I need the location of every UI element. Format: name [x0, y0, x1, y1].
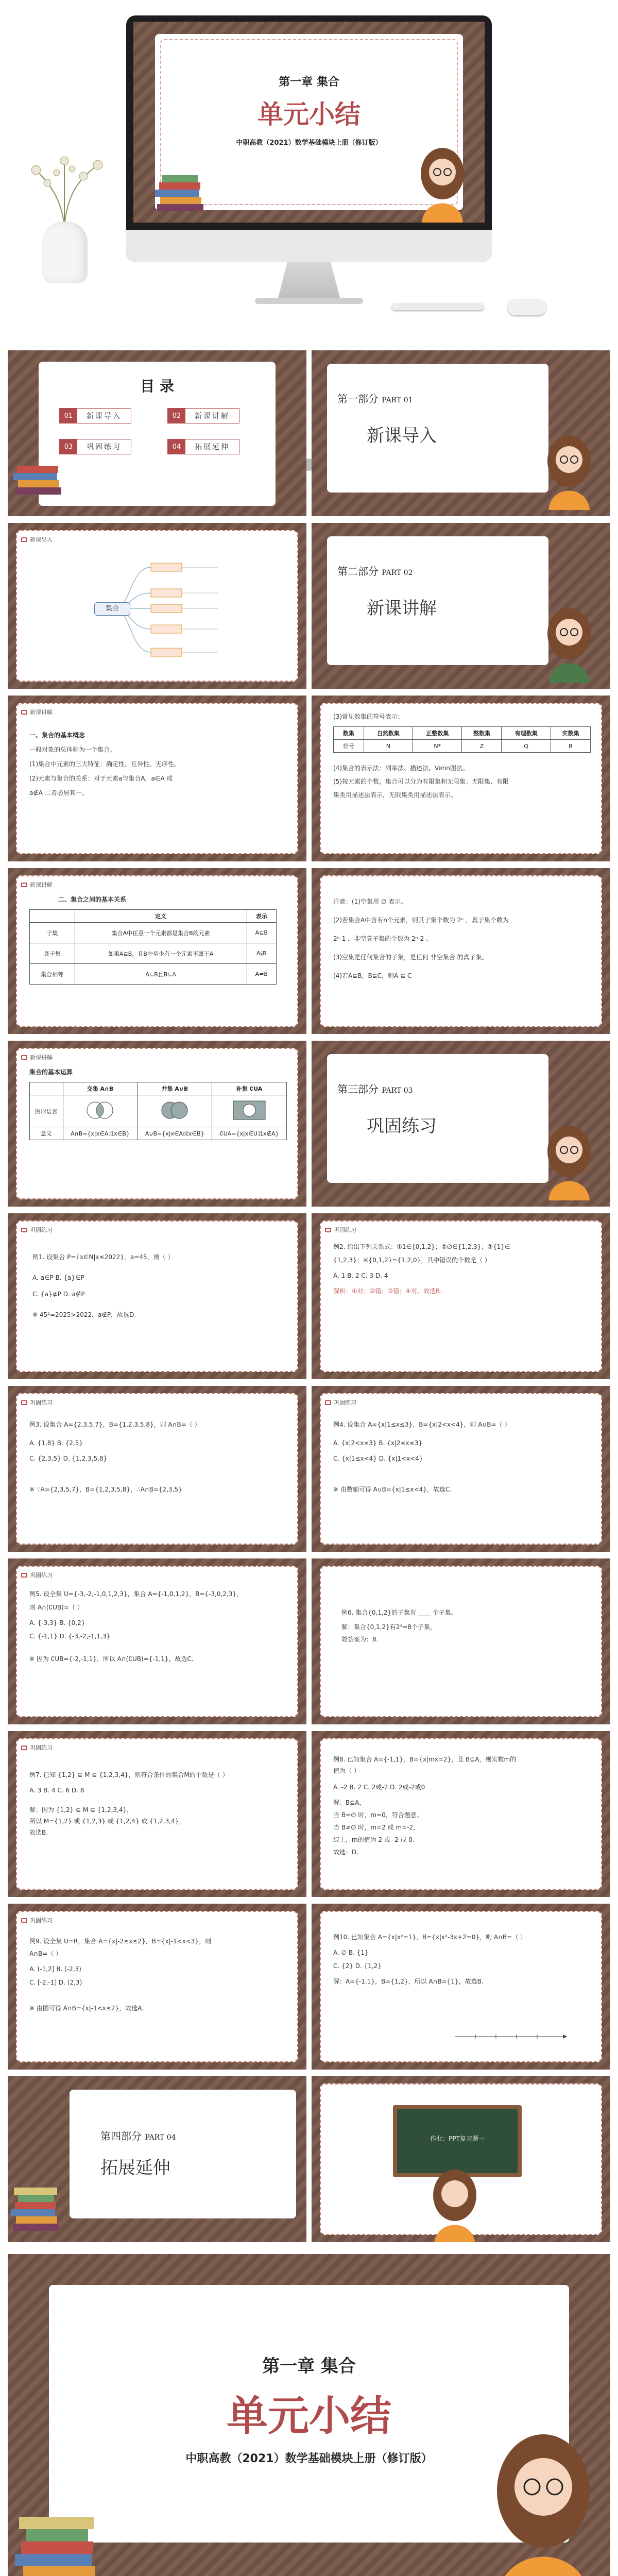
girl-illustration — [538, 605, 600, 683]
books-icon — [10, 438, 66, 500]
ex9-card — [16, 1911, 298, 2062]
slide-lecture1 — [8, 696, 306, 861]
part2-part-en: PART 02 — [382, 569, 413, 577]
lecture2-line-1: (3)常见数集的符号表示： — [333, 713, 404, 720]
ex7-line-2: A. 3 B. 4 C. 6 D. 8 — [29, 1787, 84, 1794]
table-cell: A∩B={x|x∈A且x∈B} — [63, 1127, 138, 1140]
toc-item-1[interactable] — [59, 408, 131, 423]
blackboard-text: 作业：PPT复习题一 — [430, 2135, 485, 2142]
lecture1-line-4: a∉A 二者必居其一。 — [29, 789, 88, 796]
part1-title: 新课导入 — [367, 426, 437, 446]
slide-toc — [8, 350, 306, 516]
ex5-line-4: C. {-1,1} D. {-3,-2,-1,1,3} — [29, 1633, 111, 1640]
tag-icon — [21, 710, 27, 715]
table-cell: A∪B={x|x∈A或x∈B} — [138, 1127, 212, 1140]
toc-item-2[interactable] — [167, 408, 239, 423]
ex2-line-4: 解析：①对；②错；③错；④对。故选B. — [333, 1287, 442, 1295]
ex5-tag-label: 巩固练习 — [30, 1572, 53, 1579]
toc-item-2-label: 新课讲解 — [195, 412, 230, 420]
table-cell — [30, 910, 75, 923]
ex7-line-5: 故选B. — [29, 1829, 48, 1836]
ex9-line-5: ※ 由图可得 A∩B={x|-1<x≤2}，故选A. — [29, 2005, 144, 2012]
plant-decoration — [21, 155, 108, 227]
table-cell: A⊆B且B⊆A — [75, 964, 247, 985]
part2-part: 第二部分 — [337, 565, 379, 578]
table-cell: Z — [462, 740, 502, 753]
table-cell: 补集 ∁UA — [212, 1082, 287, 1095]
lecture4-line-2: (2)若集合A中含有n个元素，则其子集个数为 2ⁿ ，真子集个数为 — [333, 917, 509, 924]
hero-subtitle: 中职高教（2021）数学基础模块上册（修订版） — [236, 139, 382, 147]
table-cell: 意义 — [30, 1127, 63, 1140]
ex8-line-8: 故选：D. — [333, 1849, 359, 1856]
ex10-line-4: 解：A={-1,1}，B={1,2}，所以 A∩B={1}，故选B. — [333, 1978, 484, 1985]
ex1-line-1: 例1. 设集合 P={x∈N|x≤2022}，a=45，则（ ） — [32, 1253, 174, 1261]
ex2-line-2: {1,2,3}；④{0,1,2}={1,2,0}，其中错误的个数是（ ） — [333, 1257, 491, 1264]
ex3-tag — [21, 1398, 53, 1406]
ex7-line-4: 所以 M={1,2} 或 {1,2,3} 或 {1,2,4} 或 {1,2,3,4}， — [29, 1818, 185, 1825]
tag-icon — [21, 1228, 27, 1232]
girl-illustration — [538, 1123, 600, 1200]
ex4-line-1: 例4. 设集合 A={x|1≤x≤3}，B={x|2<x<4}，则 A∪B=（ ） — [333, 1421, 511, 1428]
ex7-line-1: 例7. 已知 {1,2} ⊆ M ⊆ {1,2,3,4}，则符合条件的集合M的个数是（ ） — [29, 1771, 229, 1778]
mindmap-tag-label: 新课导入 — [30, 536, 53, 543]
table-cell: 如果A⊆B，且B中至少有一个元素不属于A — [75, 943, 247, 964]
ex6-line-2: 解：集合{0,1,2}有2³=8个子集， — [341, 1623, 436, 1631]
part1-part: 第一部分 — [337, 393, 379, 405]
ex1-tag-label: 巩固练习 — [30, 1227, 53, 1233]
ex3-line-4: ※ ∵A={2,3,5,7}，B={1,2,3,5,8}，∴A∩B={2,3,5} — [29, 1486, 182, 1493]
lecture1-tag-label: 新课讲解 — [30, 709, 53, 716]
operation-table — [29, 1082, 287, 1140]
ex7-line-3: 解：因为 {1,2} ⊆ M ⊆ {1,2,3,4}， — [29, 1806, 133, 1814]
books-icon — [152, 155, 209, 216]
ex4-line-2: A. {x|2<x≤3} B. {x|2≤x≤3} — [333, 1439, 423, 1447]
table-cell — [30, 1082, 63, 1095]
part2-title: 新课讲解 — [367, 598, 437, 619]
slide-ex5 — [8, 1558, 306, 1724]
mindmap-card — [16, 530, 298, 682]
girl-illustration — [538, 433, 600, 510]
ex9-line-4: C. [-2,-1] D. (2,3) — [29, 1979, 82, 1986]
venn-complement-icon — [212, 1095, 287, 1127]
lecture3-heading: 二、集合之间的基本关系 — [58, 896, 127, 903]
table-cell: N* — [413, 740, 462, 753]
girl-illustration — [411, 145, 473, 223]
ex5-line-3: A. {-3,3} B. {0,2} — [29, 1619, 85, 1626]
slide-ex1 — [8, 1213, 306, 1379]
table-cell: 集合相等 — [30, 964, 75, 985]
slide-part2 — [312, 523, 610, 689]
footer-subtitle: 中职高教（2021）数学基础模块上册（修订版） — [185, 2452, 433, 2465]
slide-ex2 — [312, 1213, 610, 1379]
number-line-diagram — [455, 2027, 568, 2043]
lecture3-tag — [21, 880, 53, 889]
part3-part: 第三部分 — [337, 1083, 379, 1095]
venn-intersection-icon — [63, 1095, 138, 1127]
monitor-chin — [126, 230, 492, 262]
keyboard-decoration — [391, 303, 484, 310]
table-cell: 定义 — [75, 910, 247, 923]
ex9-line-3: A. (-1,2] B. [-2,3) — [29, 1965, 81, 1973]
slide-lecture4 — [312, 868, 610, 1034]
ex9-line-1: 例9. 设全集 U=R，集合 A={x|-2≤x≤2}，B={x|-1<x<3}，则 — [29, 1938, 212, 1945]
ex7-tag — [21, 1743, 53, 1752]
footer-slide — [8, 2254, 610, 2576]
ex10-line-2: A. ∅ B. {1} — [333, 1949, 369, 1956]
ex8-line-5: 当 B=∅ 时，m=0，符合题意。 — [333, 1811, 423, 1819]
ex8-line-6: 当 B≠∅ 时，m=2 或 m=-2， — [333, 1824, 420, 1831]
ex10-card — [320, 1911, 602, 2062]
homework-card — [320, 2083, 602, 2235]
ex2-line-3: A. 1 B. 2 C. 3 D. 4 — [333, 1272, 388, 1279]
mindmap-center: 集合 — [94, 602, 130, 616]
slide-ex10 — [312, 1904, 610, 2070]
tag-icon — [21, 537, 27, 542]
lecture1-card — [16, 703, 298, 854]
ex5-line-2: 则 A∩(∁UB)=（ ） — [29, 1604, 83, 1611]
ex1-line-4: ※ 45²=2025>2022，a∉P，故选D. — [32, 1311, 136, 1318]
part4-label — [100, 2128, 176, 2143]
mouse-decoration — [507, 299, 546, 315]
table-cell: 数集 — [334, 727, 364, 740]
table-cell: 自然数集 — [364, 727, 413, 740]
toc-item-4[interactable] — [167, 439, 239, 454]
monitor-screen — [133, 22, 485, 223]
relation-table-row — [30, 943, 277, 964]
ex2-card — [320, 1221, 602, 1372]
lecture1-line-2: (1)集合中元素的三大特征：确定性、互异性、无序性。 — [29, 760, 181, 768]
slide-part1 — [312, 350, 610, 516]
table-cell: A=B — [247, 964, 276, 985]
ex8-line-1: 例8. 已知集合 A={-1,1}，B={x|mx=2}，且 B⊆A，则实数m的 — [333, 1756, 517, 1763]
tag-icon — [21, 1400, 27, 1405]
part1-part-en: PART 01 — [382, 396, 413, 404]
slide-part3 — [312, 1041, 610, 1207]
ex1-line-3: C. {a}⊄P D. a∉P — [32, 1291, 85, 1298]
ex5-line-1: 例5. 设全集 U={-3,-2,-1,0,1,2,3}，集合 A={-1,0,1,2}，B={-3,0,2,3}， — [29, 1590, 243, 1598]
tag-icon — [325, 1400, 331, 1405]
lecture2-line-3: (5)按元素的个数，集合可以分为有限集和无限集；无限集、有限 — [333, 778, 509, 785]
slide-lecture5 — [8, 1041, 306, 1207]
part3-label — [337, 1081, 413, 1096]
toc-item-4-label: 拓展延伸 — [195, 443, 230, 451]
hero-title: 单元小结 — [258, 99, 360, 129]
table-cell: 实数集 — [551, 727, 590, 740]
lecture5-tag-label: 新课讲解 — [30, 1054, 53, 1061]
vase-decoration — [42, 222, 88, 283]
ex2-line-1: 例2. 给出下列关系式：①1∈{0,1,2}；②∅∈{1,2,3}；③{1}∈ — [333, 1243, 510, 1250]
table-cell: 子集 — [30, 923, 75, 943]
ex4-card — [320, 1393, 602, 1545]
table-cell: 有理数集 — [502, 727, 551, 740]
slide-ex8 — [312, 1731, 610, 1897]
table-cell: R — [551, 740, 590, 753]
part2-label — [337, 563, 413, 578]
girl-illustration — [424, 2167, 486, 2242]
numberset-table — [333, 726, 591, 753]
ex1-card — [16, 1221, 298, 1372]
operation-table-row — [30, 1127, 287, 1140]
slide-ex4 — [312, 1386, 610, 1552]
toc-item-3-label: 巩固练习 — [87, 443, 122, 451]
ex8-line-2: 值为（ ） — [333, 1767, 360, 1774]
relation-table-head — [30, 910, 277, 923]
slide-ex3 — [8, 1386, 306, 1552]
lecture5-heading: 集合的基本运算 — [29, 1069, 73, 1076]
toc-item-4-num: 04 — [168, 439, 185, 454]
ex1-line-2: A. a∈P B. {a}∈P — [32, 1274, 84, 1281]
part4-part: 第四部分 — [100, 2130, 142, 2142]
part4-title: 拓展延伸 — [100, 2158, 170, 2178]
table-cell: Q — [502, 740, 551, 753]
numberset-table-head — [334, 727, 591, 740]
lecture4-line-3: 2ⁿ-1 ，非空真子集的个数为 2ⁿ-2 。 — [333, 935, 433, 942]
ex6-line-1: 例6. 集合{0,1,2}的子集有 ____ 个子集。 — [341, 1609, 457, 1616]
table-cell: 集合A中任意一个元素都是集合B的元素 — [75, 923, 247, 943]
monitor-stand-base — [255, 298, 363, 304]
monitor-stand — [278, 262, 340, 298]
ex7-tag-label: 巩固练习 — [30, 1744, 53, 1751]
slide-part4 — [8, 2076, 306, 2242]
toc-item-3-num: 03 — [60, 439, 77, 454]
ex10-line-3: C. {2} D. {1,2} — [333, 1962, 382, 1970]
table-cell: A⫋B — [247, 943, 276, 964]
ex10-line-1: 例10. 已知集合 A={x|x²=1}，B={x|x²-3x+2=0}，则 A∩B=（ ） — [333, 1934, 526, 1941]
venn-union-icon — [138, 1095, 212, 1127]
table-cell: 符号 — [334, 740, 364, 753]
tag-icon — [325, 1228, 331, 1232]
toc-item-3[interactable] — [59, 439, 131, 454]
table-cell: 并集 A∪B — [138, 1082, 212, 1095]
lecture2-line-2: (4)集合的表示法：列举法、描述法、Venn图法。 — [333, 765, 469, 772]
lecture4-line-5: (4)若A⊆B，B⊆C，则A ⊆ C — [333, 972, 412, 979]
relation-table-row — [30, 964, 277, 985]
ex9-tag-label: 巩固练习 — [30, 1917, 53, 1924]
slide-ex6 — [312, 1558, 610, 1724]
ex6-card — [320, 1566, 602, 1717]
lecture2-card — [320, 703, 602, 854]
table-cell: ∁UA={x|x∈U且x∉A} — [212, 1127, 287, 1140]
ex8-line-4: 解：B⊆A， — [333, 1799, 366, 1806]
ex5-card — [16, 1566, 298, 1717]
ex8-line-7: 综上，m的值为 2 或 -2 或 0. — [333, 1836, 415, 1843]
lecture3-tag-label: 新课讲解 — [30, 882, 53, 888]
footer-chapter: 第一章 集合 — [262, 2356, 356, 2377]
hero-section — [0, 0, 618, 340]
part4-part-en: PART 04 — [145, 2133, 176, 2142]
ex3-line-2: A. {1,8} B. {2,5} — [29, 1439, 83, 1447]
lecture4-card — [320, 875, 602, 1027]
ex4-line-3: C. {x|1≤x<4} D. {x|1<x<4} — [333, 1455, 423, 1462]
table-cell: 真子集 — [30, 943, 75, 964]
operation-table-row — [30, 1095, 287, 1127]
ex6-line-3: 故答案为：8. — [341, 1636, 379, 1643]
ex8-line-3: A. -2 B. 2 C. 2或-2 D. 2或-2或0 — [333, 1784, 425, 1791]
ex3-line-1: 例3. 设集合 A={2,3,5,7}，B={1,2,3,5,8}，则 A∩B=（ ） — [29, 1421, 201, 1428]
lecture1-line-3: (2)元素与集合的关系：对于元素a与集合A，a∈A 或 — [29, 775, 173, 782]
tag-icon — [21, 1745, 27, 1750]
lecture4-line-4: (3)空集是任何集合的子集，是任何 非空集合 的真子集。 — [333, 954, 488, 961]
part3-part-en: PART 03 — [382, 1087, 413, 1095]
lecture5-card — [16, 1048, 298, 1199]
toc-item-2-num: 02 — [168, 409, 185, 423]
ex3-card — [16, 1393, 298, 1545]
toc-title: 目 录 — [140, 378, 174, 395]
hero-chapter: 第一章 集合 — [279, 75, 339, 89]
ex4-tag — [325, 1398, 356, 1406]
slide-mindmap — [8, 523, 306, 689]
tag-icon — [21, 1055, 27, 1060]
books-icon — [8, 2174, 64, 2236]
tag-icon — [21, 1918, 27, 1923]
slide-lecture2 — [312, 696, 610, 861]
ex2-tag-label: 巩固练习 — [334, 1227, 356, 1233]
ex3-line-3: C. {2,3,5} D. {1,2,3,5,8} — [29, 1455, 108, 1462]
lecture2-line-4: 集类用描述法表示，无限集类用描述法表示。 — [333, 791, 457, 799]
ex2-tag — [325, 1226, 356, 1234]
slide-ex9 — [8, 1904, 306, 2070]
monitor-frame — [126, 15, 492, 262]
ex5-line-5: ※ 因为 ∁UB={-2,-1,1}，所以 A∩(∁UB)={-1,1}，故选C. — [29, 1655, 194, 1663]
tag-icon — [21, 1573, 27, 1578]
table-cell: N — [364, 740, 413, 753]
table-cell: 图形语言 — [30, 1095, 63, 1127]
ex1-tag — [21, 1226, 53, 1234]
tag-icon — [21, 883, 27, 887]
table-cell: 整数集 — [462, 727, 502, 740]
table-cell: 表示 — [247, 910, 276, 923]
mindmap-tag — [21, 535, 53, 544]
toc-item-1-label: 新课导入 — [87, 412, 122, 420]
ex7-card — [16, 1738, 298, 1890]
lecture4-line-1: 注意：(1)空集用 ∅ 表示。 — [333, 898, 407, 905]
ex8-card — [320, 1738, 602, 1890]
ex9-line-2: A∩B=（ ） — [29, 1950, 62, 1957]
ex3-tag-label: 巩固练习 — [30, 1399, 53, 1406]
numberset-table-row — [334, 740, 591, 753]
table-cell: A⊆B — [247, 923, 276, 943]
books-icon — [8, 2481, 111, 2576]
table-cell: 正整数集 — [413, 727, 462, 740]
ex5-tag — [21, 1571, 53, 1579]
slide-homework — [312, 2076, 610, 2242]
part3-title: 巩固练习 — [367, 1116, 437, 1137]
relation-table-row — [30, 923, 277, 943]
table-cell: 交集 A∩B — [63, 1082, 138, 1095]
ex4-tag-label: 巩固练习 — [334, 1399, 356, 1406]
lecture1-heading: 一、集合的基本概念 — [29, 732, 85, 739]
girl-illustration — [482, 2429, 605, 2576]
lecture5-tag — [21, 1053, 53, 1061]
ex4-line-4: ※ 由数轴可得 A∪B={x|1≤x<4}，故选C. — [333, 1486, 452, 1493]
lecture3-card — [16, 875, 298, 1027]
ex9-tag — [21, 1916, 53, 1924]
slide-lecture3 — [8, 868, 306, 1034]
lecture1-tag — [21, 708, 53, 716]
lecture1-line-1: 一般对象的总体称为一个集合。 — [29, 746, 116, 753]
slide-ex7 — [8, 1731, 306, 1897]
footer-title: 单元小结 — [227, 2392, 391, 2440]
toc-item-1-num: 01 — [60, 409, 77, 423]
operation-table-head — [30, 1082, 287, 1095]
relation-table — [29, 909, 277, 985]
part1-label — [337, 391, 413, 405]
